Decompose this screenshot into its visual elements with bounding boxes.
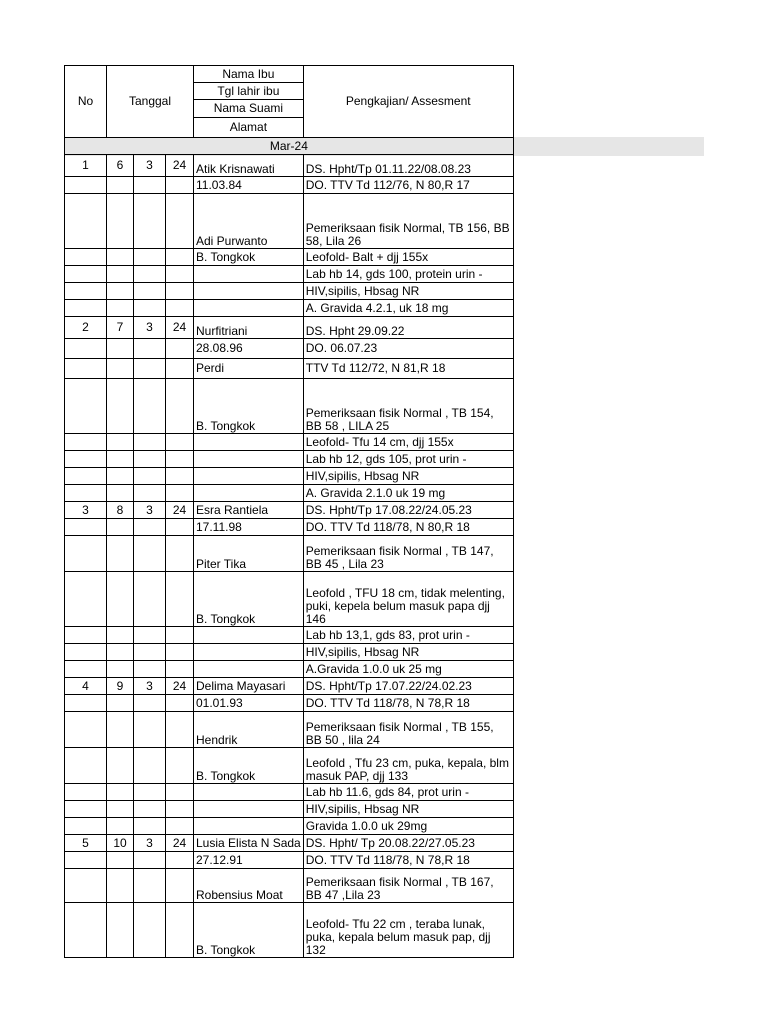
- cell-assessment: HIV,sipilis, Hbsag NR: [303, 468, 513, 485]
- table-row: [65, 644, 514, 661]
- cell-year: [166, 801, 194, 818]
- cell-assessment: Leofold- Balt + djj 155x: [303, 249, 513, 266]
- cell-month: [134, 627, 166, 644]
- cell-no: [65, 748, 107, 784]
- cell-assessment: A. Gravida 4.2.1, uk 18 mg: [303, 300, 513, 317]
- cell-identity: [194, 283, 304, 300]
- cell-assessment: Leofold , TFU 18 cm, tidak melenting, puki, kepela belum masuk papa djj 146: [303, 572, 513, 627]
- cell-month: [134, 249, 166, 266]
- cell-identity: Robensius Moat: [194, 869, 304, 903]
- cell-identity: 17.11.98: [194, 519, 304, 536]
- cell-day: [107, 661, 134, 678]
- cell-month: [134, 712, 166, 748]
- cell-day: [107, 572, 134, 627]
- table-row: [65, 748, 514, 784]
- cell-day: [107, 903, 134, 958]
- cell-identity: [194, 468, 304, 485]
- table-row: [65, 852, 514, 869]
- cell-identity: 27.12.91: [194, 852, 304, 869]
- cell-no: [65, 339, 107, 359]
- table-row: [65, 784, 514, 801]
- cell-month: [134, 485, 166, 502]
- cell-no: [65, 379, 107, 434]
- table-row: [65, 519, 514, 536]
- cell-assessment: Lab hb 14, gds 100, protein urin -: [303, 266, 513, 283]
- cell-no: [65, 818, 107, 835]
- cell-no: [65, 801, 107, 818]
- cell-assessment: TTV Td 112/72, N 81,R 18: [303, 359, 513, 379]
- header-row: [65, 66, 514, 83]
- cell-assessment: Lab hb 12, gds 105, prot urin -: [303, 451, 513, 468]
- cell-no: [65, 644, 107, 661]
- cell-identity: B. Tongkok: [194, 748, 304, 784]
- table-row: [65, 339, 514, 359]
- cell-no: 2: [65, 317, 107, 339]
- table-row: [65, 903, 514, 958]
- cell-year: [166, 784, 194, 801]
- cell-year: 24: [166, 317, 194, 339]
- cell-identity: [194, 644, 304, 661]
- cell-day: [107, 536, 134, 572]
- cell-assessment: DS. Hpht/ Tp 20.08.22/27.05.23: [303, 835, 513, 852]
- cell-day: [107, 434, 134, 451]
- cell-assessment: DO. TTV Td 118/78, N 78,R 18: [303, 852, 513, 869]
- cell-year: [166, 748, 194, 784]
- cell-no: [65, 434, 107, 451]
- cell-day: [107, 468, 134, 485]
- cell-no: 1: [65, 155, 107, 177]
- cell-month: [134, 852, 166, 869]
- table-row: [65, 194, 514, 249]
- cell-day: [107, 852, 134, 869]
- cell-day: [107, 818, 134, 835]
- cell-month: [134, 468, 166, 485]
- table-row: [65, 468, 514, 485]
- month-label: Mar-24: [65, 138, 514, 155]
- cell-identity: Piter Tika: [194, 536, 304, 572]
- table-row: [65, 300, 514, 317]
- cell-month: [134, 818, 166, 835]
- cell-month: [134, 339, 166, 359]
- cell-month: 3: [134, 317, 166, 339]
- cell-year: [166, 434, 194, 451]
- cell-month: 3: [134, 502, 166, 519]
- table-row: [65, 451, 514, 468]
- cell-assessment: Pemeriksaan fisik Normal , TB 167, BB 47 ,Lila 23: [303, 869, 513, 903]
- cell-year: [166, 536, 194, 572]
- table-row: [65, 155, 514, 177]
- table-row: [65, 359, 514, 379]
- header-tanggal: Tanggal: [107, 66, 194, 138]
- cell-assessment: A.Gravida 1.0.0 uk 25 mg: [303, 661, 513, 678]
- header-no: No: [65, 66, 107, 138]
- cell-identity: [194, 818, 304, 835]
- header-nama-suami: Nama Suami: [194, 100, 304, 118]
- table-row: [65, 283, 514, 300]
- cell-identity: 11.03.84: [194, 177, 304, 194]
- cell-identity: [194, 300, 304, 317]
- cell-month: [134, 359, 166, 379]
- table-row: [65, 801, 514, 818]
- cell-day: [107, 266, 134, 283]
- cell-year: 24: [166, 835, 194, 852]
- cell-day: [107, 519, 134, 536]
- cell-no: [65, 519, 107, 536]
- cell-identity: [194, 266, 304, 283]
- cell-month: [134, 695, 166, 712]
- cell-year: [166, 572, 194, 627]
- cell-assessment: DS. Hpht/Tp 01.11.22/08.08.23: [303, 155, 513, 177]
- cell-assessment: Pemeriksaan fisik Normal, TB 156, BB 58, Lila 26: [303, 194, 513, 249]
- cell-year: [166, 903, 194, 958]
- cell-month: [134, 661, 166, 678]
- table-row: [65, 249, 514, 266]
- cell-month: [134, 266, 166, 283]
- cell-year: [166, 339, 194, 359]
- cell-no: [65, 852, 107, 869]
- cell-assessment: Leofold- Tfu 14 cm, djj 155x: [303, 434, 513, 451]
- table-row: [65, 695, 514, 712]
- table-row: [65, 177, 514, 194]
- cell-no: [65, 194, 107, 249]
- table-row: [65, 572, 514, 627]
- cell-no: [65, 695, 107, 712]
- cell-year: [166, 468, 194, 485]
- table-row: [65, 317, 514, 339]
- cell-day: 8: [107, 502, 134, 519]
- table-row: [65, 434, 514, 451]
- cell-month: [134, 784, 166, 801]
- cell-no: [65, 249, 107, 266]
- cell-year: [166, 300, 194, 317]
- cell-year: 24: [166, 155, 194, 177]
- cell-identity: [194, 434, 304, 451]
- table-row: [65, 485, 514, 502]
- cell-year: 24: [166, 502, 194, 519]
- cell-assessment: DO. TTV Td 112/76, N 80,R 17: [303, 177, 513, 194]
- cell-day: [107, 359, 134, 379]
- cell-day: [107, 485, 134, 502]
- cell-day: [107, 339, 134, 359]
- cell-day: [107, 194, 134, 249]
- cell-day: [107, 869, 134, 903]
- cell-month: 3: [134, 835, 166, 852]
- cell-identity: B. Tongkok: [194, 572, 304, 627]
- cell-no: [65, 661, 107, 678]
- cell-day: 6: [107, 155, 134, 177]
- table-row: [65, 818, 514, 835]
- cell-day: [107, 712, 134, 748]
- cell-identity: B. Tongkok: [194, 903, 304, 958]
- cell-no: [65, 283, 107, 300]
- cell-no: [65, 784, 107, 801]
- cell-year: [166, 249, 194, 266]
- cell-assessment: Pemeriksaan fisik Normal , TB 154, BB 58 , LILA 25: [303, 379, 513, 434]
- cell-year: [166, 359, 194, 379]
- cell-month: 3: [134, 678, 166, 695]
- cell-no: [65, 627, 107, 644]
- cell-identity: 01.01.93: [194, 695, 304, 712]
- cell-day: [107, 801, 134, 818]
- cell-day: [107, 249, 134, 266]
- cell-day: [107, 300, 134, 317]
- cell-assessment: Gravida 1.0.0 uk 29mg: [303, 818, 513, 835]
- cell-month: [134, 194, 166, 249]
- table-row: [65, 266, 514, 283]
- cell-no: [65, 485, 107, 502]
- cell-no: 4: [65, 678, 107, 695]
- cell-assessment: HIV,sipilis, Hbsag NR: [303, 801, 513, 818]
- cell-year: [166, 644, 194, 661]
- cell-year: [166, 695, 194, 712]
- assessment-table: [64, 65, 514, 958]
- cell-month: [134, 283, 166, 300]
- cell-assessment: Pemeriksaan fisik Normal , TB 147, BB 45 , Lila 23: [303, 536, 513, 572]
- cell-assessment: HIV,sipilis, Hbsag NR: [303, 644, 513, 661]
- cell-month: [134, 300, 166, 317]
- cell-no: [65, 903, 107, 958]
- cell-no: [65, 300, 107, 317]
- cell-day: [107, 451, 134, 468]
- cell-identity: Nurfitriani: [194, 317, 304, 339]
- cell-month: [134, 434, 166, 451]
- cell-day: [107, 748, 134, 784]
- cell-no: [65, 359, 107, 379]
- cell-day: [107, 695, 134, 712]
- cell-assessment: DS. Hpht/Tp 17.08.22/24.05.23: [303, 502, 513, 519]
- header-tgl-lahir-ibu: Tgl lahir ibu: [194, 83, 304, 100]
- cell-identity: Adi Purwanto: [194, 194, 304, 249]
- cell-year: [166, 266, 194, 283]
- cell-identity: Hendrik: [194, 712, 304, 748]
- cell-no: [65, 536, 107, 572]
- cell-month: [134, 536, 166, 572]
- header-alamat: Alamat: [194, 118, 304, 138]
- cell-month: 3: [134, 155, 166, 177]
- cell-identity: [194, 784, 304, 801]
- cell-no: [65, 712, 107, 748]
- table-row: [65, 379, 514, 434]
- cell-month: [134, 748, 166, 784]
- cell-day: 9: [107, 678, 134, 695]
- cell-identity: [194, 661, 304, 678]
- table-row: [65, 869, 514, 903]
- table-row: [65, 678, 514, 695]
- cell-assessment: A. Gravida 2.1.0 uk 19 mg: [303, 485, 513, 502]
- cell-no: [65, 869, 107, 903]
- cell-year: [166, 712, 194, 748]
- cell-year: [166, 194, 194, 249]
- cell-day: [107, 283, 134, 300]
- cell-identity: Delima Mayasari: [194, 678, 304, 695]
- month-row: [65, 138, 514, 155]
- cell-no: 3: [65, 502, 107, 519]
- cell-no: [65, 177, 107, 194]
- cell-month: [134, 379, 166, 434]
- cell-year: 24: [166, 678, 194, 695]
- cell-day: 10: [107, 835, 134, 852]
- table-row: [65, 536, 514, 572]
- cell-year: [166, 451, 194, 468]
- table-row: [65, 627, 514, 644]
- cell-day: 7: [107, 317, 134, 339]
- cell-day: [107, 177, 134, 194]
- cell-month: [134, 451, 166, 468]
- cell-year: [166, 485, 194, 502]
- cell-year: [166, 869, 194, 903]
- cell-identity: [194, 627, 304, 644]
- cell-assessment: HIV,sipilis, Hbsag NR: [303, 283, 513, 300]
- cell-year: [166, 818, 194, 835]
- cell-day: [107, 644, 134, 661]
- cell-month: [134, 644, 166, 661]
- cell-day: [107, 379, 134, 434]
- cell-identity: B. Tongkok: [194, 379, 304, 434]
- cell-identity: Perdi: [194, 359, 304, 379]
- cell-no: [65, 451, 107, 468]
- table-row: [65, 502, 514, 519]
- cell-year: [166, 627, 194, 644]
- header-pengkajian: Pengkajian/ Assesment: [303, 66, 513, 138]
- cell-day: [107, 627, 134, 644]
- cell-assessment: DO. TTV Td 118/78, N 80,R 18: [303, 519, 513, 536]
- cell-assessment: Pemeriksaan fisik Normal , TB 155, BB 50 , lila 24: [303, 712, 513, 748]
- cell-month: [134, 177, 166, 194]
- cell-identity: Esra Rantiela: [194, 502, 304, 519]
- cell-month: [134, 801, 166, 818]
- cell-year: [166, 283, 194, 300]
- cell-year: [166, 661, 194, 678]
- table-row: [65, 835, 514, 852]
- cell-identity: 28.08.96: [194, 339, 304, 359]
- cell-identity: [194, 451, 304, 468]
- cell-assessment: Lab hb 11.6, gds 84, prot urin -: [303, 784, 513, 801]
- cell-identity: [194, 485, 304, 502]
- header-nama-ibu: Nama Ibu: [194, 66, 304, 83]
- cell-month: [134, 903, 166, 958]
- cell-no: 5: [65, 835, 107, 852]
- cell-assessment: DS. Hpht/Tp 17.07.22/24.02.23: [303, 678, 513, 695]
- cell-assessment: Leofold- Tfu 22 cm , teraba lunak, puka, kepala belum masuk pap, djj 132: [303, 903, 513, 958]
- table-row: [65, 712, 514, 748]
- cell-no: [65, 572, 107, 627]
- cell-day: [107, 784, 134, 801]
- cell-assessment: Leofold , Tfu 23 cm, puka, kepala, blm masuk PAP, djj 133: [303, 748, 513, 784]
- cell-month: [134, 519, 166, 536]
- cell-assessment: DS. Hpht 29.09.22: [303, 317, 513, 339]
- cell-identity: B. Tongkok: [194, 249, 304, 266]
- cell-assessment: Lab hb 13,1, gds 83, prot urin -: [303, 627, 513, 644]
- cell-month: [134, 572, 166, 627]
- cell-assessment: DO. 06.07.23: [303, 339, 513, 359]
- cell-year: [166, 519, 194, 536]
- cell-identity: Lusia Elista N Sada: [194, 835, 304, 852]
- cell-year: [166, 379, 194, 434]
- cell-year: [166, 852, 194, 869]
- cell-identity: Atik Krisnawati: [194, 155, 304, 177]
- cell-no: [65, 468, 107, 485]
- cell-year: [166, 177, 194, 194]
- cell-identity: [194, 801, 304, 818]
- table-row: [65, 661, 514, 678]
- cell-no: [65, 266, 107, 283]
- cell-assessment: DO. TTV Td 118/78, N 78,R 18: [303, 695, 513, 712]
- cell-month: [134, 869, 166, 903]
